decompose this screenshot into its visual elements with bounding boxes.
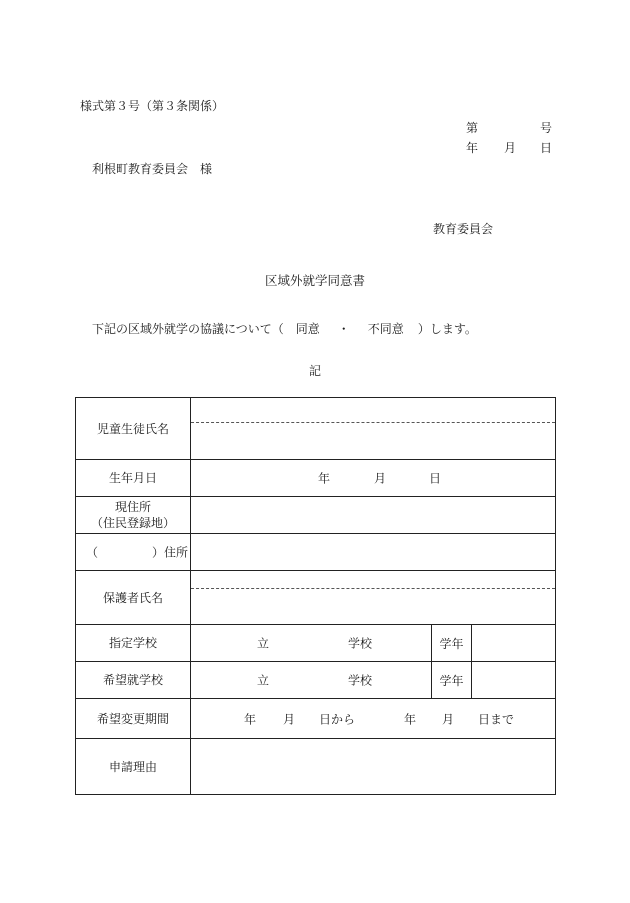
address-label-line2: （住民登録地） <box>90 516 175 530</box>
other-address-open: （ <box>86 545 99 560</box>
designated-grade-field[interactable] <box>472 625 556 662</box>
designated-school-field[interactable] <box>191 625 432 662</box>
desired-grade-label: 学年 <box>432 662 472 699</box>
desired-school-field[interactable] <box>191 662 432 699</box>
row-period <box>76 699 556 739</box>
other-address-label <box>76 534 191 571</box>
sender: 教育委員会 <box>433 222 494 236</box>
application-table <box>75 397 556 795</box>
reason-label: 申請理由 <box>76 739 191 795</box>
designated-school-label: 指定学校 <box>76 625 191 662</box>
period-day-from: 日から <box>319 712 356 726</box>
address-label <box>76 497 191 534</box>
date-year: 年 <box>466 141 479 155</box>
student-name-label: 児童生徒氏名 <box>76 398 191 460</box>
guardian-value[interactable] <box>191 589 555 624</box>
student-name-field[interactable] <box>191 398 556 460</box>
desired-grade-field[interactable] <box>472 662 556 699</box>
row-student-name <box>76 398 556 460</box>
row-desired-school <box>76 662 556 699</box>
period-year-1: 年 <box>244 712 257 726</box>
student-name-furigana[interactable] <box>191 398 555 423</box>
birth-year: 年 <box>318 471 331 486</box>
other-address-close: ）住所 <box>152 545 189 560</box>
consent-statement <box>92 320 477 337</box>
birthdate-field[interactable] <box>191 460 556 497</box>
birthdate-label: 生年月日 <box>76 460 191 497</box>
row-other-address <box>76 534 556 571</box>
option-disagree: 不同意 <box>367 322 404 336</box>
ki-heading: 記 <box>308 364 321 378</box>
designated-grade-label: 学年 <box>432 625 472 662</box>
statement-trail: ）します。 <box>417 322 477 336</box>
period-field[interactable] <box>191 699 556 739</box>
period-month-2: 月 <box>442 712 455 726</box>
period-day-until: 日まで <box>478 712 515 726</box>
period-month-1: 月 <box>283 712 296 726</box>
guardian-label: 保護者氏名 <box>76 571 191 625</box>
doc-no-suffix: 号 <box>540 121 553 135</box>
date-day: 日 <box>540 141 553 155</box>
address-label-line1: 現住所 <box>114 500 151 514</box>
period-year-2: 年 <box>404 712 417 726</box>
designated-school-gakko: 学校 <box>348 636 373 651</box>
reason-field[interactable] <box>191 739 556 795</box>
birth-day: 日 <box>429 471 442 486</box>
row-designated-school <box>76 625 556 662</box>
statement-lead: 下記の区域外就学の協議について（ <box>92 322 284 336</box>
birth-month: 月 <box>374 471 387 486</box>
row-guardian <box>76 571 556 625</box>
row-address <box>76 497 556 534</box>
designated-school-ritsu: 立 <box>257 636 270 651</box>
option-separator: ・ <box>337 322 350 336</box>
guardian-field[interactable] <box>191 571 556 625</box>
desired-school-gakko: 学校 <box>348 673 373 688</box>
desired-school-ritsu: 立 <box>257 673 270 688</box>
student-name-value[interactable] <box>191 423 555 459</box>
document-title: 区域外就学同意書 <box>264 273 365 288</box>
address-field[interactable] <box>191 497 556 534</box>
row-reason <box>76 739 556 795</box>
option-agree: 同意 <box>295 322 320 336</box>
desired-school-label: 希望就学校 <box>76 662 191 699</box>
guardian-furigana[interactable] <box>191 571 555 589</box>
period-label: 希望変更期間 <box>76 699 191 739</box>
date-month: 月 <box>504 141 517 155</box>
other-address-field[interactable] <box>191 534 556 571</box>
form-number: 様式第３号（第３条関係） <box>80 99 225 113</box>
row-birthdate <box>76 460 556 497</box>
doc-no-prefix: 第 <box>466 121 479 135</box>
addressee: 利根町教育委員会 様 <box>92 162 213 176</box>
